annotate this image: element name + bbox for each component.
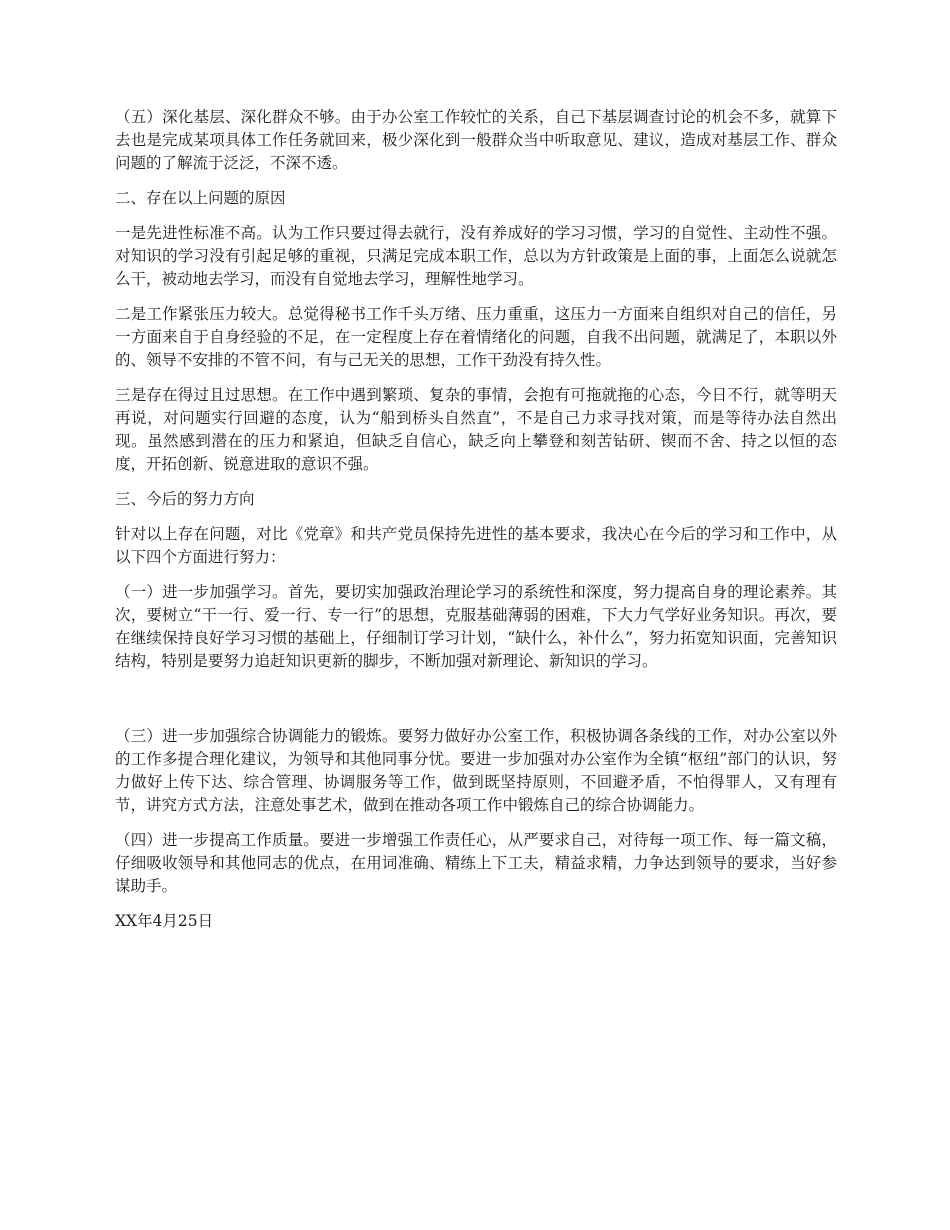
section-heading-direction: 三、今后的努力方向 bbox=[115, 490, 255, 508]
document-page bbox=[115, 106, 837, 945]
paragraph-cause-two: 二是工作紧张压力较大。总觉得秘书工作千头万绪、压力重重，这压力一方面来自组织对自己的信任，另一方面来自于自身经验的不足，在一定程度上存在着情绪化的问题，自我不出问题，就满足了，本职以外的、领导不安排的不管不问，有与己无关的思想，工作干劲没有持久性。 bbox=[115, 305, 837, 369]
section-heading-causes: 二、存在以上问题的原因 bbox=[115, 189, 286, 207]
paragraph-deepen-grassroots: （五）深化基层、深化群众不够。由于办公室工作较忙的关系，自己下基层调查讨论的机会不多，就算下去也是完成某项具体工作任务就回来，极少深化到一般群众当中听取意见、建议，造成对基层工作、群众问题的了解流于泛泛，不深不透。 bbox=[115, 108, 837, 172]
paragraph-coordination: （三）进一步加强综合协调能力的锻炼。要努力做好办公室工作，积极协调各条线的工作，对办公室以外的工作多提合理化建议，为领导和其他同事分忧。要进一步加强对办公室作为全镇“枢纽”部门的认识，努力做好上传下达、综合管理、协调服务等工作，做到既坚持原则，不回避矛盾，不怕得罪人，又有理有节，讲究方式方法，注意处事艺术，做到在推动各项工作中锻炼自己的综合协调能力。 bbox=[115, 727, 837, 814]
paragraph-strengthen-study: （一）进一步加强学习。首先，要切实加强政治理论学习的系统性和深度，努力提高自身的理论素养。其次，要树立“干一行、爱一行、专一行”的思想，克服基础薄弱的困难，下大力气学好业务知识。再次，要在继续保持良好学习习惯的基础上，仔细制订学习计划，“缺什么，补什么”，努力拓宽知识面，完善知识结构，特别是要努力追赶知识更新的脚步，不断加强对新理论、新知识的学习。 bbox=[115, 583, 837, 670]
paragraph-cause-three: 三是存在得过且过思想。在工作中遇到繁琐、复杂的事情，会抱有可拖就拖的心态，今日不行，就等明天再说，对问题实行回避的态度，认为“船到桥头自然直”，不是自己力求寻找对策，而是等待办法自然出现。虽然感到潜在的压力和紧迫，但缺乏自信心，缺乏向上攀登和刻苦钻研、锲而不舍、持之以恒的态度，开拓创新、锐意进取的意识不强。 bbox=[115, 386, 837, 473]
blank-gap bbox=[115, 685, 837, 725]
paragraph-work-quality: （四）进一步提高工作质量。要进一步增强工作责任心，从严要求自己，对待每一项工作、每一篇文稿，仔细吸收领导和其他同志的优点，在用词准确、精练上下工夫，精益求精，力争达到领导的要求，当好参谋助手。 bbox=[115, 831, 837, 895]
paragraph-cause-one: 一是先进性标准不高。认为工作只要过得去就行，没有养成好的学习习惯，学习的自觉性、主动性不强。对知识的学习没有引起足够的重视，只满足完成本职工作，总以为方针政策是上面的事，上面怎么说就怎么干，被动地去学习，而没有自觉地去学习，理解性地学习。 bbox=[115, 224, 837, 288]
paragraph-direction-intro: 针对以上存在问题，对比《党章》和共产党员保持先进性的基本要求，我决心在今后的学习和工作中，从以下四个方面进行努力： bbox=[115, 525, 837, 566]
document-date: XX年4月25日 bbox=[115, 912, 214, 930]
